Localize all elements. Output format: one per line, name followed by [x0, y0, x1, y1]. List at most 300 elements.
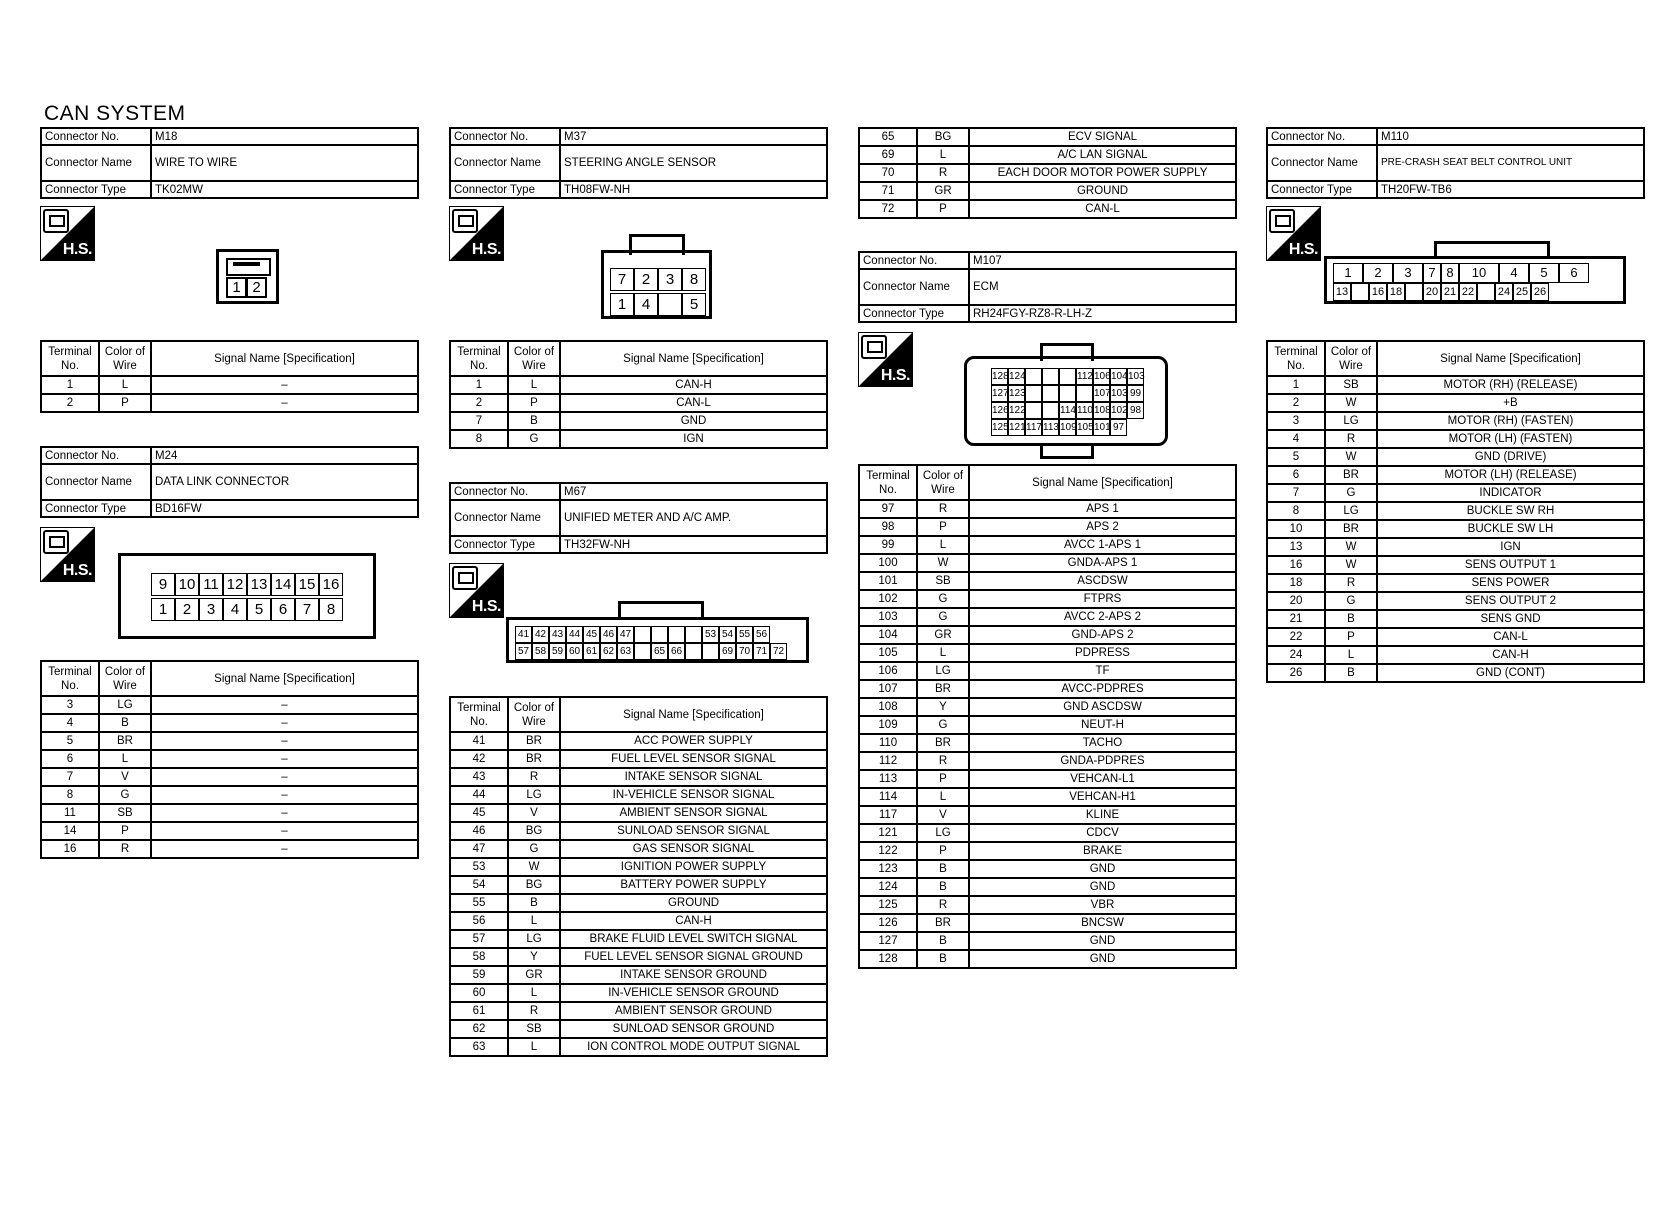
signal-name-cell: –: [151, 786, 418, 804]
terminal-no-cell: 102: [859, 590, 917, 608]
signal-name-cell: GND (CONT): [1377, 664, 1644, 682]
m67-connector-face: [506, 617, 809, 663]
terminal-no-cell: 20: [1267, 592, 1325, 610]
terminal-no-cell: 7: [41, 768, 99, 786]
m24-pin-row-top: [151, 573, 343, 596]
terminal-no-cell: 2: [41, 394, 99, 412]
table-row: [859, 788, 1236, 806]
signal-name-cell: INTAKE SENSOR SIGNAL: [560, 768, 827, 786]
table-row: [1267, 592, 1644, 610]
table-row: [859, 680, 1236, 698]
table-row: [859, 554, 1236, 572]
terminal-no-cell: 126: [859, 914, 917, 932]
signal-name-cell: GNDA-APS 1: [969, 554, 1236, 572]
wire-color-cell: L: [508, 984, 560, 1002]
signal-name-cell: BNCSW: [969, 914, 1236, 932]
table-row: [859, 590, 1236, 608]
m107-connector-type: RH24FGY-RZ8-R-LH-Z: [969, 305, 1236, 322]
table-row: [450, 430, 827, 448]
table-row: [859, 878, 1236, 896]
table-row: [1267, 412, 1644, 430]
terminal-no-cell: 7: [450, 412, 508, 430]
signal-name-cell: SENS OUTPUT 1: [1377, 556, 1644, 574]
pin-cell: 60: [566, 643, 583, 660]
hs-icon: [40, 527, 95, 582]
signal-name-cell: ASCDSW: [969, 572, 1236, 590]
signal-name-cell: KLINE: [969, 806, 1236, 824]
pin-cell: [1477, 283, 1495, 301]
pin-cell: 114: [1059, 402, 1076, 419]
connector-face-icon: [452, 209, 478, 233]
hs-icon: [40, 206, 95, 261]
wire-color-cell: W: [1325, 556, 1377, 574]
terminal-no-cell: 58: [450, 948, 508, 966]
m107-info-table: [858, 251, 1237, 323]
pin-cell: 44: [566, 626, 583, 643]
terminal-no-cell: 56: [450, 912, 508, 930]
signal-name-cell: INDICATOR: [1377, 484, 1644, 502]
terminal-no-cell: 8: [41, 786, 99, 804]
terminal-no-cell: 21: [1267, 610, 1325, 628]
pin-cell: 16: [1369, 283, 1387, 301]
terminal-no-cell: 65: [859, 128, 917, 146]
m110-connector-face: [1324, 256, 1626, 304]
signal-name-header: Signal Name [Specification]: [151, 661, 418, 696]
table-row: [450, 930, 827, 948]
terminal-no-cell: 127: [859, 932, 917, 950]
m67-pin-row-bottom: [515, 643, 787, 660]
pin-cell: 106: [1093, 368, 1110, 385]
wire-color-cell: LG: [508, 930, 560, 948]
pin-cell: [1042, 385, 1059, 402]
pin-cell: 97: [1110, 419, 1127, 436]
pin-cell: 108: [1093, 402, 1110, 419]
m37-pin-row-top: [610, 268, 706, 291]
signal-name-cell: VEHCAN-H1: [969, 788, 1236, 806]
signal-name-cell: INTAKE SENSOR GROUND: [560, 966, 827, 984]
connector-name-label: Connector Name: [41, 145, 151, 181]
pin-cell: 5: [1529, 263, 1559, 283]
signal-name-cell: APS 1: [969, 500, 1236, 518]
wire-color-cell: P: [99, 822, 151, 840]
signal-name-cell: GND: [969, 878, 1236, 896]
terminal-no-cell: 122: [859, 842, 917, 860]
pin-cell: 8: [319, 598, 343, 621]
signal-name-cell: CAN-L: [560, 394, 827, 412]
m107-pin-table: [858, 464, 1237, 969]
signal-name-cell: –: [151, 714, 418, 732]
table-row: [450, 966, 827, 984]
terminal-no-cell: 8: [1267, 502, 1325, 520]
table-row: [859, 932, 1236, 950]
table-row: [1267, 394, 1644, 412]
wire-color-cell: B: [99, 714, 151, 732]
signal-name-header: Signal Name [Specification]: [151, 341, 418, 376]
wire-color-cell: B: [917, 950, 969, 968]
pin-cell: 2: [175, 598, 199, 621]
signal-name-cell: NEUT-H: [969, 716, 1236, 734]
pin-cell: [1042, 402, 1059, 419]
table-row: [859, 896, 1236, 914]
wire-color-cell: BR: [917, 680, 969, 698]
pin-cell: 22: [1459, 283, 1477, 301]
wire-color-cell: W: [508, 858, 560, 876]
wire-color-cell: G: [917, 590, 969, 608]
color-of-wire-header: Color of Wire: [1325, 341, 1377, 376]
m107-connector-face: [964, 356, 1168, 446]
signal-name-cell: A/C LAN SIGNAL: [969, 146, 1236, 164]
m110-connector-type: TH20FW-TB6: [1377, 181, 1644, 198]
pin-cell: 1: [1333, 263, 1363, 283]
wire-color-cell: LG: [1325, 412, 1377, 430]
wire-color-cell: W: [917, 554, 969, 572]
m37-pin-table: [449, 340, 828, 449]
table-row: [1267, 646, 1644, 664]
signal-name-cell: AVCC-PDPRES: [969, 680, 1236, 698]
wire-color-cell: L: [917, 536, 969, 554]
wire-color-cell: B: [917, 878, 969, 896]
signal-name-cell: –: [151, 696, 418, 714]
pin-cell: 21: [1441, 283, 1459, 301]
pin-cell: 69: [719, 643, 736, 660]
terminal-no-cell: 43: [450, 768, 508, 786]
connector-no-label: Connector No.: [450, 128, 560, 145]
pin-cell: 110: [1076, 402, 1093, 419]
pin-cell: 98: [1127, 402, 1144, 419]
signal-name-cell: MOTOR (LH) (FASTEN): [1377, 430, 1644, 448]
terminal-no-cell: 62: [450, 1020, 508, 1038]
signal-name-cell: GND: [969, 950, 1236, 968]
terminal-no-cell: 2: [1267, 394, 1325, 412]
wire-color-cell: BR: [1325, 466, 1377, 484]
wire-color-cell: B: [917, 860, 969, 878]
pin-cell: 107: [1093, 385, 1110, 402]
pin-cell: 71: [753, 643, 770, 660]
wire-color-cell: BG: [917, 128, 969, 146]
table-row: [1267, 574, 1644, 592]
table-row: [1267, 520, 1644, 538]
signal-name-cell: IGN: [560, 430, 827, 448]
table-row: [450, 984, 827, 1002]
terminal-no-cell: 103: [859, 608, 917, 626]
wire-color-cell: W: [1325, 448, 1377, 466]
table-row: [1267, 376, 1644, 394]
pin-cell: [1025, 402, 1042, 419]
table-row: [859, 518, 1236, 536]
wire-color-cell: R: [917, 164, 969, 182]
table-row: [859, 146, 1236, 164]
terminal-no-cell: 11: [41, 804, 99, 822]
color-of-wire-header: Color of Wire: [917, 465, 969, 500]
signal-name-cell: CAN-H: [560, 912, 827, 930]
terminal-no-cell: 24: [1267, 646, 1325, 664]
terminal-no-cell: 16: [1267, 556, 1325, 574]
signal-name-cell: SENS GND: [1377, 610, 1644, 628]
terminal-no-cell: 2: [450, 394, 508, 412]
connector-type-label: Connector Type: [41, 500, 151, 517]
pin-cell: 7: [610, 268, 634, 291]
pin-cell: 13: [247, 573, 271, 596]
connector-type-label: Connector Type: [450, 536, 560, 553]
m24-pin-row-bottom: [151, 598, 343, 621]
wire-color-cell: Y: [508, 948, 560, 966]
table-row: [450, 822, 827, 840]
terminal-no-cell: 1: [41, 376, 99, 394]
wire-color-cell: P: [1325, 628, 1377, 646]
signal-name-header: Signal Name [Specification]: [969, 465, 1236, 500]
signal-name-cell: BATTERY POWER SUPPLY: [560, 876, 827, 894]
signal-name-cell: –: [151, 768, 418, 786]
terminal-no-cell: 45: [450, 804, 508, 822]
m67-pin-table-continued: [858, 127, 1237, 219]
wire-color-cell: BR: [508, 732, 560, 750]
wire-color-cell: G: [1325, 592, 1377, 610]
table-row: [1267, 448, 1644, 466]
pin-cell: 105: [1076, 419, 1093, 436]
table-row: [41, 804, 418, 822]
m37-connector-face: [601, 250, 712, 319]
wire-color-cell: LG: [917, 662, 969, 680]
connector-name-label: Connector Name: [450, 500, 560, 536]
signal-name-cell: IN-VEHICLE SENSOR SIGNAL: [560, 786, 827, 804]
m24-connector-no: M24: [151, 447, 418, 464]
wire-color-cell: BR: [99, 732, 151, 750]
wire-color-cell: V: [917, 806, 969, 824]
wire-color-cell: BR: [917, 914, 969, 932]
signal-name-header: Signal Name [Specification]: [560, 341, 827, 376]
signal-name-cell: ACC POWER SUPPLY: [560, 732, 827, 750]
pin-cell: 125: [991, 419, 1008, 436]
pin-cell: 3: [199, 598, 223, 621]
wire-color-cell: LG: [99, 696, 151, 714]
signal-name-cell: –: [151, 376, 418, 394]
pin-cell: [1351, 283, 1369, 301]
pin-cell: 10: [175, 573, 199, 596]
table-row: [41, 786, 418, 804]
pin-cell: 4: [223, 598, 247, 621]
wire-color-cell: R: [508, 768, 560, 786]
pin-cell: 123: [1008, 385, 1025, 402]
table-row: [450, 412, 827, 430]
hs-icon: [449, 563, 504, 618]
color-of-wire-header: Color of Wire: [508, 697, 560, 732]
table-row: [41, 750, 418, 768]
hs-icon: [449, 206, 504, 261]
connector-type-label: Connector Type: [859, 305, 969, 322]
terminal-no-cell: 13: [1267, 538, 1325, 556]
pin-cell: 5: [682, 293, 706, 316]
terminal-no-cell: 117: [859, 806, 917, 824]
terminal-no-cell: 4: [41, 714, 99, 732]
terminal-no-cell: 121: [859, 824, 917, 842]
signal-name-cell: FUEL LEVEL SENSOR SIGNAL GROUND: [560, 948, 827, 966]
terminal-no-cell: 60: [450, 984, 508, 1002]
signal-name-cell: CAN-H: [1377, 646, 1644, 664]
connector-name-label: Connector Name: [41, 464, 151, 500]
wire-color-cell: LG: [917, 824, 969, 842]
terminal-no-cell: 71: [859, 182, 917, 200]
wire-color-cell: L: [917, 788, 969, 806]
table-row: [859, 734, 1236, 752]
pin-cell: [702, 643, 719, 660]
signal-name-cell: –: [151, 840, 418, 858]
pin-cell: 4: [1499, 263, 1529, 283]
wire-color-cell: LG: [1325, 502, 1377, 520]
terminal-no-cell: 110: [859, 734, 917, 752]
m107-connector-no: M107: [969, 252, 1236, 269]
pin-cell: 112: [1076, 368, 1093, 385]
signal-name-cell: GND: [969, 932, 1236, 950]
hs-label: H.S.: [880, 367, 910, 384]
table-row: [859, 806, 1236, 824]
table-row: [1267, 502, 1644, 520]
signal-name-cell: MOTOR (LH) (RELEASE): [1377, 466, 1644, 484]
pin-cell: 113: [1042, 419, 1059, 436]
m37-connector-type: TH08FW-NH: [560, 181, 827, 198]
signal-name-cell: BRAKE FLUID LEVEL SWITCH SIGNAL: [560, 930, 827, 948]
pin-cell: 127: [991, 385, 1008, 402]
wire-color-cell: GR: [508, 966, 560, 984]
connector-face-icon: [43, 530, 69, 554]
terminal-no-cell: 101: [859, 572, 917, 590]
signal-name-cell: –: [151, 804, 418, 822]
table-row: [41, 822, 418, 840]
terminal-no-cell: 105: [859, 644, 917, 662]
signal-name-cell: VEHCAN-L1: [969, 770, 1236, 788]
m18-info-table: [40, 127, 419, 199]
pin-cell: [658, 293, 682, 316]
table-row: [1267, 538, 1644, 556]
signal-name-cell: GND: [560, 412, 827, 430]
signal-name-cell: GROUND: [560, 894, 827, 912]
terminal-no-cell: 8: [450, 430, 508, 448]
table-row: [859, 572, 1236, 590]
pin-cell: 101: [1093, 419, 1110, 436]
signal-name-cell: GND: [969, 860, 1236, 878]
m110-info-table: [1266, 127, 1645, 199]
pin-cell: [1059, 368, 1076, 385]
table-row: [859, 644, 1236, 662]
signal-name-cell: –: [151, 822, 418, 840]
m37-connector-name: STEERING ANGLE SENSOR: [560, 145, 827, 181]
terminal-no-cell: 26: [1267, 664, 1325, 682]
pin-cell: 1: [610, 293, 634, 316]
table-row: [41, 840, 418, 858]
table-row: [450, 912, 827, 930]
connector-face-icon: [1269, 209, 1295, 233]
m18-connector-type: TK02MW: [151, 181, 418, 198]
wire-color-cell: BR: [1325, 520, 1377, 538]
table-row: [41, 732, 418, 750]
pin-cell: [651, 626, 668, 643]
signal-name-cell: BUCKLE SW LH: [1377, 520, 1644, 538]
hs-label: H.S.: [1288, 241, 1318, 258]
pin-cell: 20: [1423, 283, 1441, 301]
table-row: [859, 536, 1236, 554]
table-row: [859, 182, 1236, 200]
table-row: [450, 804, 827, 822]
m110-pin-row-top: [1333, 263, 1589, 283]
pin-cell: 43: [549, 626, 566, 643]
m110-pin-row-bottom: [1333, 283, 1549, 301]
wire-color-cell: V: [508, 804, 560, 822]
terminal-no-cell: 114: [859, 788, 917, 806]
terminal-no-cell: 22: [1267, 628, 1325, 646]
signal-name-cell: TF: [969, 662, 1236, 680]
pin-cell: 72: [770, 643, 787, 660]
m18-pin: 2: [246, 277, 267, 298]
wire-color-cell: L: [99, 750, 151, 768]
terminal-no-cell: 125: [859, 896, 917, 914]
pin-cell: 53: [702, 626, 719, 643]
table-row: [1267, 484, 1644, 502]
terminal-no-cell: 16: [41, 840, 99, 858]
table-row: [859, 608, 1236, 626]
terminal-no-cell: 104: [859, 626, 917, 644]
table-row: [859, 626, 1236, 644]
terminal-no-header: Terminal No.: [1267, 341, 1325, 376]
pin-cell: 54: [719, 626, 736, 643]
pin-cell: 109: [1059, 419, 1076, 436]
hs-label: H.S.: [62, 562, 92, 579]
table-row: [1267, 610, 1644, 628]
m67-connector-name: UNIFIED METER AND A/C AMP.: [560, 500, 827, 536]
connector-no-label: Connector No.: [41, 447, 151, 464]
m24-pin-table: [40, 660, 419, 859]
pin-cell: 8: [1441, 263, 1459, 283]
signal-name-cell: CAN-H: [560, 376, 827, 394]
m110-pin-table: [1266, 340, 1645, 683]
terminal-no-cell: 18: [1267, 574, 1325, 592]
wire-color-cell: R: [1325, 430, 1377, 448]
pin-cell: 102: [1110, 402, 1127, 419]
wire-color-cell: BG: [508, 822, 560, 840]
pin-cell: 104: [1110, 368, 1127, 385]
signal-name-cell: AMBIENT SENSOR GROUND: [560, 1002, 827, 1020]
signal-name-cell: EACH DOOR MOTOR POWER SUPPLY: [969, 164, 1236, 182]
terminal-no-cell: 69: [859, 146, 917, 164]
pin-cell: 58: [532, 643, 549, 660]
terminal-no-cell: 57: [450, 930, 508, 948]
table-row: [450, 732, 827, 750]
m67-pin-table: [449, 696, 828, 1057]
pin-cell: 13: [1333, 283, 1351, 301]
signal-name-cell: GND-APS 2: [969, 626, 1236, 644]
table-row: [1267, 664, 1644, 682]
pin-cell: 7: [295, 598, 319, 621]
terminal-no-header: Terminal No.: [859, 465, 917, 500]
pin-cell: [1405, 283, 1423, 301]
pin-cell: 128: [991, 368, 1008, 385]
connector-type-label: Connector Type: [41, 181, 151, 198]
m37-info-table: [449, 127, 828, 199]
terminal-no-cell: 41: [450, 732, 508, 750]
pin-cell: 16: [319, 573, 343, 596]
pin-cell: [668, 626, 685, 643]
wire-color-cell: P: [917, 842, 969, 860]
m24-connector-name: DATA LINK CONNECTOR: [151, 464, 418, 500]
pin-cell: 2: [634, 268, 658, 291]
table-row: [859, 950, 1236, 968]
pin-cell: 7: [1423, 263, 1441, 283]
table-row: [450, 876, 827, 894]
pin-cell: 11: [199, 573, 223, 596]
table-row: [1267, 556, 1644, 574]
pin-cell: 41: [515, 626, 532, 643]
pin-cell: [685, 643, 702, 660]
wire-color-cell: G: [917, 608, 969, 626]
connector-name-label: Connector Name: [450, 145, 560, 181]
